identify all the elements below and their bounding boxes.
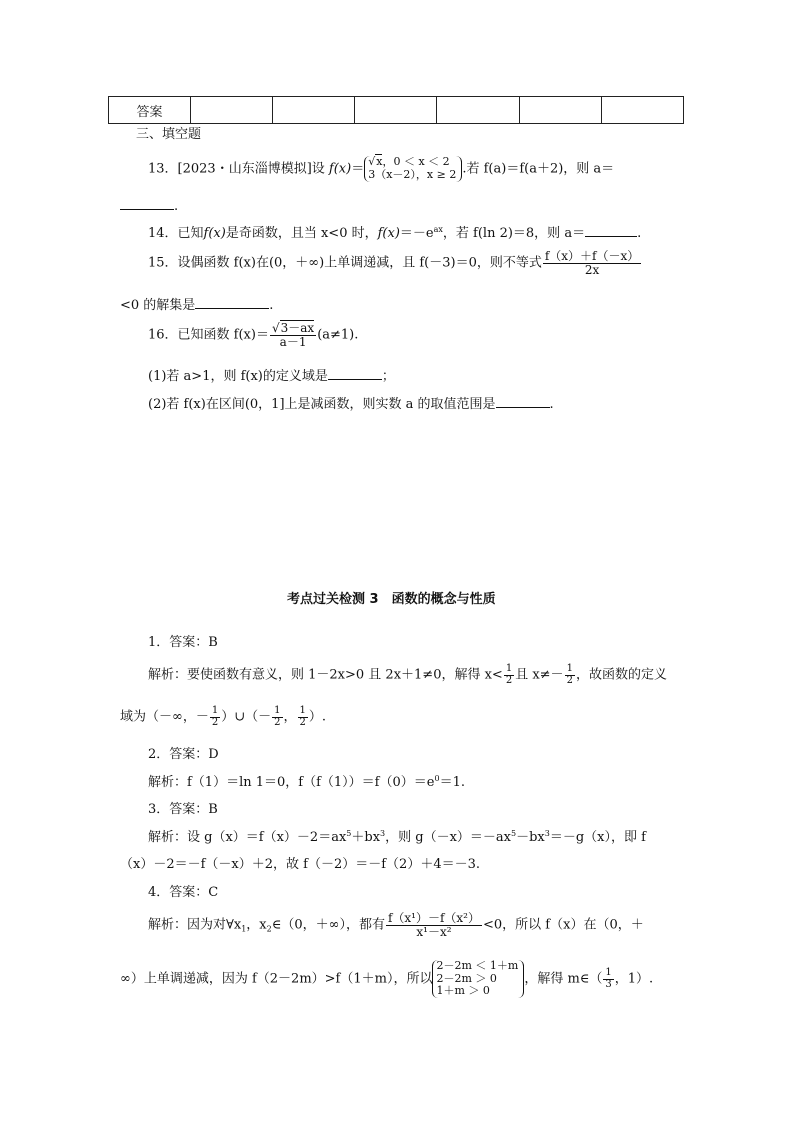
a3-l1a: 解析：设 g（x）＝f（x）－2＝ax [148, 830, 347, 845]
a4-system [432, 960, 518, 998]
q16-blank-1[interactable] [328, 378, 382, 380]
q15-text2: <0 的解集是 [120, 298, 196, 313]
q15-blank[interactable] [195, 307, 269, 309]
frac-num: 1 [566, 663, 573, 674]
a1-l2b: ）∪（－ [221, 709, 272, 725]
answers-title: 考点过关检测 3 函数的概念与性质 [287, 592, 496, 607]
a3-exp3: 3 [544, 829, 550, 838]
a1-l2a: 域为（－∞，－ [120, 709, 209, 725]
half-fraction [565, 664, 575, 686]
third-fraction [603, 968, 613, 990]
q16-part2-text: (2)若 f(x)在区间(0，1]上是减函数，则实数 a 的取值范围是 [148, 397, 496, 412]
a3-exp5: 5 [511, 829, 517, 838]
a1-l1a: 解析：要使函数有意义，则 1－2x>0 且 2x＋1≠0，解得 x< [148, 667, 503, 683]
a4-frac-num: f（x¹）－f（x²） [387, 911, 480, 925]
a3-exp5: 5 [346, 829, 352, 838]
answer-cell[interactable] [355, 97, 437, 124]
a2-l1: 解析：f（1）＝ln 1＝0，f（f（1））＝f（0）＝e [148, 775, 435, 790]
a4-l1d: <0，所以 f（x）在（0，＋ [483, 917, 644, 933]
half-fraction [210, 706, 220, 728]
q14-text1: 14．已知 [148, 226, 204, 241]
q16-frac-num: √3－ax [271, 321, 315, 335]
q14-blank[interactable] [585, 235, 637, 237]
a1-l1c: ，故函数的定义 [575, 667, 667, 683]
half-fraction [298, 706, 308, 728]
answer-cell[interactable] [519, 97, 601, 124]
answer-table-row [109, 97, 684, 124]
section-title: 三、填空题 [136, 127, 202, 142]
answer-cell[interactable] [437, 97, 519, 124]
a4-sys-row: 1＋m ＞ 0 [436, 984, 490, 998]
a4-sub1: 1 [241, 924, 247, 934]
a3-l1d: －bx [516, 830, 545, 845]
answer-cell[interactable] [273, 97, 355, 124]
a4-fraction [386, 912, 482, 938]
a4-sub2: 2 [266, 924, 272, 934]
q14-text3: ，若 f(ln 2)＝8，则 a＝ [442, 226, 586, 241]
q16-fraction [270, 322, 316, 348]
a1-line2 [120, 706, 326, 728]
q14-eq-rhs: ＝－e [399, 226, 434, 241]
frac-den: 2 [274, 716, 281, 728]
q15-frac-den: 2x [584, 262, 600, 277]
a4-answer: 4．答案：C [148, 885, 219, 900]
q13-text: 13．[2023・山东淄博模拟]设 [148, 161, 329, 177]
q14-fx: f(x) [203, 226, 226, 241]
question-16 [148, 322, 358, 348]
q14-eq-lhs: f(x) [377, 226, 400, 241]
frac-den: 2 [566, 674, 573, 686]
q16-part1-end: ； [381, 369, 395, 384]
answer-table-header: 答案 [109, 97, 191, 124]
frac-num: 1 [211, 705, 219, 716]
a1-l2d: ）. [308, 709, 327, 725]
frac-den: 2 [505, 674, 513, 686]
q13-case1-cond: ，0 ＜ x ＜ 2 [382, 155, 450, 169]
q16-text2: (a≠1). [317, 327, 359, 343]
question-14 [148, 227, 641, 240]
q13-period: . [174, 199, 179, 214]
a3-line1 [148, 831, 646, 844]
q16-part2 [148, 398, 554, 411]
a2-exp: 0 [434, 774, 440, 783]
a3-line2: （x）－2＝－f（－x）＋2，故 f（－2）＝－f（2）＋4＝－3. [120, 857, 480, 872]
q15-fraction [543, 250, 641, 276]
a1-answer: 1．答案：B [148, 635, 218, 650]
frac-num: 1 [299, 705, 306, 716]
frac-den: 2 [211, 716, 219, 728]
q14-exp: ax [433, 225, 443, 234]
half-fraction [504, 664, 514, 686]
a1-l2c: ， [283, 709, 297, 725]
a3-l1b: ＋bx [351, 830, 381, 845]
a1-l1b: 且 x≠－ [515, 667, 564, 683]
q15-period: . [269, 298, 274, 313]
q13-eq: ＝ [351, 161, 365, 177]
q16-part1-text: (1)若 a>1，则 f(x)的定义域是 [148, 369, 328, 384]
a4-l2a: ∞）上单调递减，因为 f（2－2m）>f（1＋m），所以 [120, 971, 433, 987]
a3-answer: 3．答案：B [148, 802, 218, 817]
q13-fx: f(x) [328, 161, 352, 177]
q13-piecewise: √x，0 ＜ x ＜ 2 3（x－2），x ≥ 2 [364, 156, 456, 181]
q16-sqrt: 3－ax [280, 321, 315, 335]
a3-l1c: ，则 g（－x）＝－ax [385, 830, 512, 845]
answer-cell[interactable] [191, 97, 273, 124]
q14-period: . [637, 226, 642, 241]
question-15-cont [120, 299, 273, 312]
frac-num: 1 [505, 663, 513, 674]
answer-cell[interactable] [601, 97, 683, 124]
a2-line1 [148, 776, 465, 789]
q15-text1: 15．设偶函数 f(x)在(0，＋∞)上单调递减，且 f(－3)＝0，则不等式 [148, 255, 542, 271]
q13-sqrt: x [376, 155, 383, 169]
q16-text1: 16．已知函数 f(x)＝ [148, 327, 269, 343]
q16-part2-end: . [549, 397, 554, 412]
a4-l1b: ，x [246, 917, 267, 933]
a4-l1c: ∈（0，＋∞），都有 [271, 917, 385, 933]
a4-sys-row: 2－2m ＞ 0 [436, 971, 497, 985]
half-fraction [272, 706, 282, 728]
a4-line1 [148, 912, 644, 938]
q13-text2: .若 f(a)＝f(a＋2)，则 a＝ [462, 161, 615, 177]
question-15 [148, 250, 642, 276]
a4-sys-row: 2－2m ＜ 1＋m [436, 959, 519, 973]
a3-exp3: 3 [380, 829, 386, 838]
a4-l2c: ，1）. [614, 971, 654, 987]
q16-part1 [148, 370, 395, 383]
question-13 [148, 156, 614, 182]
a2-answer: 2．答案：D [148, 747, 219, 762]
frac-den: 2 [299, 716, 306, 728]
q15-frac-num: f（x）＋f（－x） [544, 249, 640, 263]
q13-answer-line[interactable] [120, 200, 178, 213]
a2-l1-end: ＝1. [439, 775, 465, 790]
frac-num: 1 [274, 705, 281, 716]
a4-frac-den: x¹－x² [416, 924, 452, 939]
q16-blank-2[interactable] [496, 406, 550, 408]
a1-line1 [148, 664, 667, 686]
a3-l1e: ＝－g（x），即 f [549, 830, 646, 845]
q14-text2: 是奇函数，且当 x<0 时， [225, 226, 378, 241]
frac-den: 3 [605, 978, 612, 990]
frac-num: 1 [605, 967, 612, 978]
a4-l2b: ，解得 m∈（ [524, 971, 603, 987]
a4-line2 [120, 960, 653, 998]
q13-blank[interactable] [120, 208, 174, 210]
q16-frac-den: a－1 [279, 334, 307, 349]
a4-l1a: 解析：因为对∀x [148, 917, 242, 933]
answer-table [108, 96, 684, 124]
q13-case2: 3（x－2），x ≥ 2 [368, 168, 457, 181]
